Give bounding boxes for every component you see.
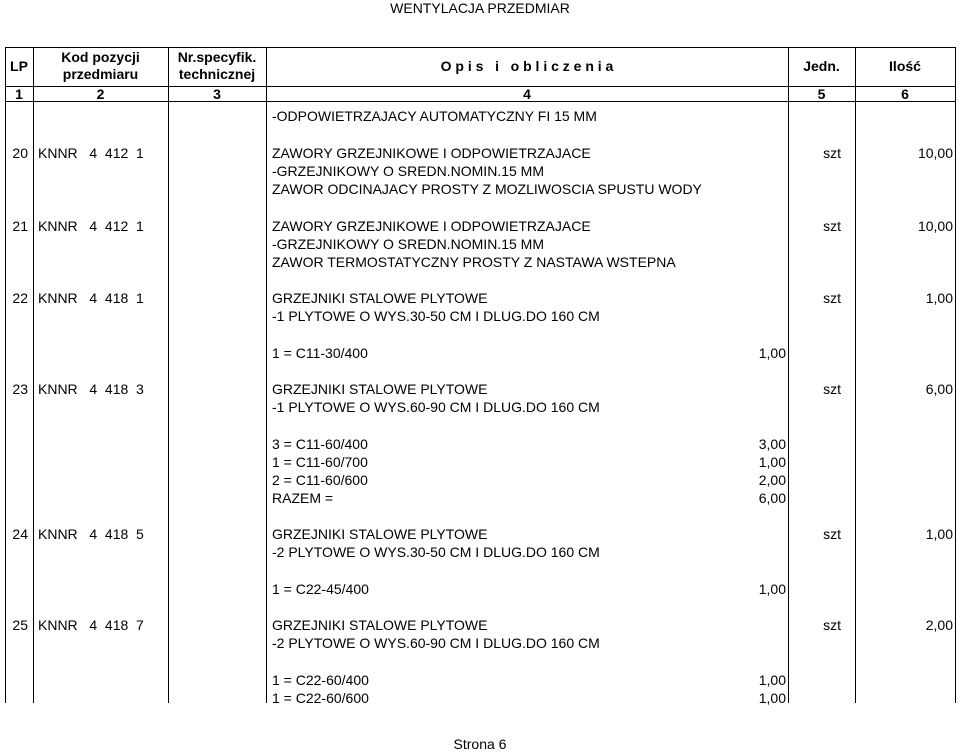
row-desc-line: -GRZEJNIKOWY O SREDN.NOMIN.15 MM bbox=[272, 236, 544, 252]
row-ilosc: 2,00 bbox=[925, 617, 953, 633]
calc-value: 2,00 bbox=[758, 472, 786, 488]
row-desc-line: ZAWORY GRZEJNIKOWE I ODPOWIETRZAJACE bbox=[272, 218, 591, 234]
row-kod: KNNR 4 418 7 bbox=[38, 617, 144, 633]
header-kod-pozycji: Kod pozycji przedmiaru bbox=[61, 49, 140, 82]
column-number: 6 bbox=[901, 86, 909, 102]
calc-value: 1,00 bbox=[758, 581, 786, 597]
row-desc-line: GRZEJNIKI STALOWE PLYTOWE bbox=[272, 381, 488, 397]
row-desc-line: ZAWOR TERMOSTATYCZNY PROSTY Z NASTAWA WSTEPNA bbox=[272, 254, 676, 270]
header-nr-specyfik: Nr.specyfik. technicznej bbox=[177, 49, 257, 82]
row-ilosc: 1,00 bbox=[925, 290, 953, 306]
page-number: Strona 6 bbox=[453, 736, 507, 752]
row-desc-line: GRZEJNIKI STALOWE PLYTOWE bbox=[272, 617, 488, 633]
row-desc-line: ZAWOR ODCINAJACY PROSTY Z MOZLIWOSCIA SPUSTU WODY bbox=[272, 181, 702, 197]
calc-value: 1,00 bbox=[758, 672, 786, 688]
header-lp: LP bbox=[10, 58, 28, 74]
row-ilosc: 10,00 bbox=[917, 218, 953, 234]
header-opis: O p i s i o b l i c z e n i a bbox=[440, 58, 614, 74]
calc-value: 6,00 bbox=[758, 490, 786, 506]
row-desc-line: GRZEJNIKI STALOWE PLYTOWE bbox=[272, 526, 488, 542]
row-lp: 23 bbox=[12, 381, 28, 397]
row-lp: 20 bbox=[12, 145, 28, 161]
row-lp: 25 bbox=[12, 617, 28, 633]
row-kod: KNNR 4 418 1 bbox=[38, 290, 144, 306]
calc-value: 1,00 bbox=[758, 454, 786, 470]
row-kod: KNNR 4 418 3 bbox=[38, 381, 144, 397]
row-lp: 22 bbox=[12, 290, 28, 306]
row-desc-line: -1 PLYTOWE O WYS.60-90 CM I DLUG.DO 160 CM bbox=[272, 399, 600, 415]
calc-expression: 3 = C11-60/400 bbox=[272, 436, 368, 452]
calc-expression: RAZEM = bbox=[272, 490, 334, 506]
row-desc-line: -GRZEJNIKOWY O SREDN.NOMIN.15 MM bbox=[272, 163, 544, 179]
column-number: 5 bbox=[817, 86, 826, 102]
header-jedn: Jedn. bbox=[803, 58, 840, 74]
row-ilosc: 1,00 bbox=[925, 526, 953, 542]
calc-expression: 1 = C11-60/700 bbox=[272, 454, 368, 470]
row-kod: KNNR 4 418 5 bbox=[38, 526, 144, 542]
row-jedn: szt bbox=[823, 218, 841, 234]
row-desc-line: GRZEJNIKI STALOWE PLYTOWE bbox=[272, 290, 488, 306]
row-lp: 21 bbox=[12, 218, 28, 234]
row-kod: KNNR 4 412 1 bbox=[38, 218, 144, 234]
row-ilosc: 6,00 bbox=[925, 381, 953, 397]
row-desc-line: -2 PLYTOWE O WYS.30-50 CM I DLUG.DO 160 CM bbox=[272, 544, 600, 560]
row-kod: KNNR 4 412 1 bbox=[38, 145, 144, 161]
column-number: 4 bbox=[523, 86, 531, 102]
column-number: 3 bbox=[213, 86, 221, 102]
page-title: WENTYLACJA PRZEDMIAR bbox=[390, 0, 570, 16]
calc-expression: 1 = C22-60/400 bbox=[272, 672, 369, 688]
row-jedn: szt bbox=[823, 290, 841, 306]
calc-expression: 1 = C11-30/400 bbox=[272, 345, 368, 361]
row-jedn: szt bbox=[823, 381, 841, 397]
column-number: 1 bbox=[15, 86, 23, 102]
calc-expression: 1 = C22-60/600 bbox=[272, 690, 369, 706]
calc-expression: 2 = C11-60/600 bbox=[272, 472, 368, 488]
row-desc-line: -1 PLYTOWE O WYS.30-50 CM I DLUG.DO 160 CM bbox=[272, 308, 600, 324]
row-lp: 24 bbox=[12, 526, 28, 542]
row-desc-line: -2 PLYTOWE O WYS.60-90 CM I DLUG.DO 160 CM bbox=[272, 635, 600, 651]
row-jedn: szt bbox=[823, 526, 841, 542]
calc-value: 1,00 bbox=[758, 345, 786, 361]
row-ilosc: 10,00 bbox=[917, 145, 953, 161]
header-ilosc: Ilość bbox=[889, 58, 921, 74]
calc-value: 1,00 bbox=[758, 690, 786, 706]
calc-expression: 1 = C22-45/400 bbox=[272, 581, 369, 597]
continuation-line: -ODPOWIETRZAJACY AUTOMATYCZNY FI 15 MM bbox=[272, 108, 597, 124]
row-jedn: szt bbox=[823, 145, 841, 161]
column-number: 2 bbox=[96, 86, 105, 102]
row-jedn: szt bbox=[823, 617, 841, 633]
calc-value: 3,00 bbox=[758, 436, 786, 452]
row-desc-line: ZAWORY GRZEJNIKOWE I ODPOWIETRZAJACE bbox=[272, 145, 591, 161]
